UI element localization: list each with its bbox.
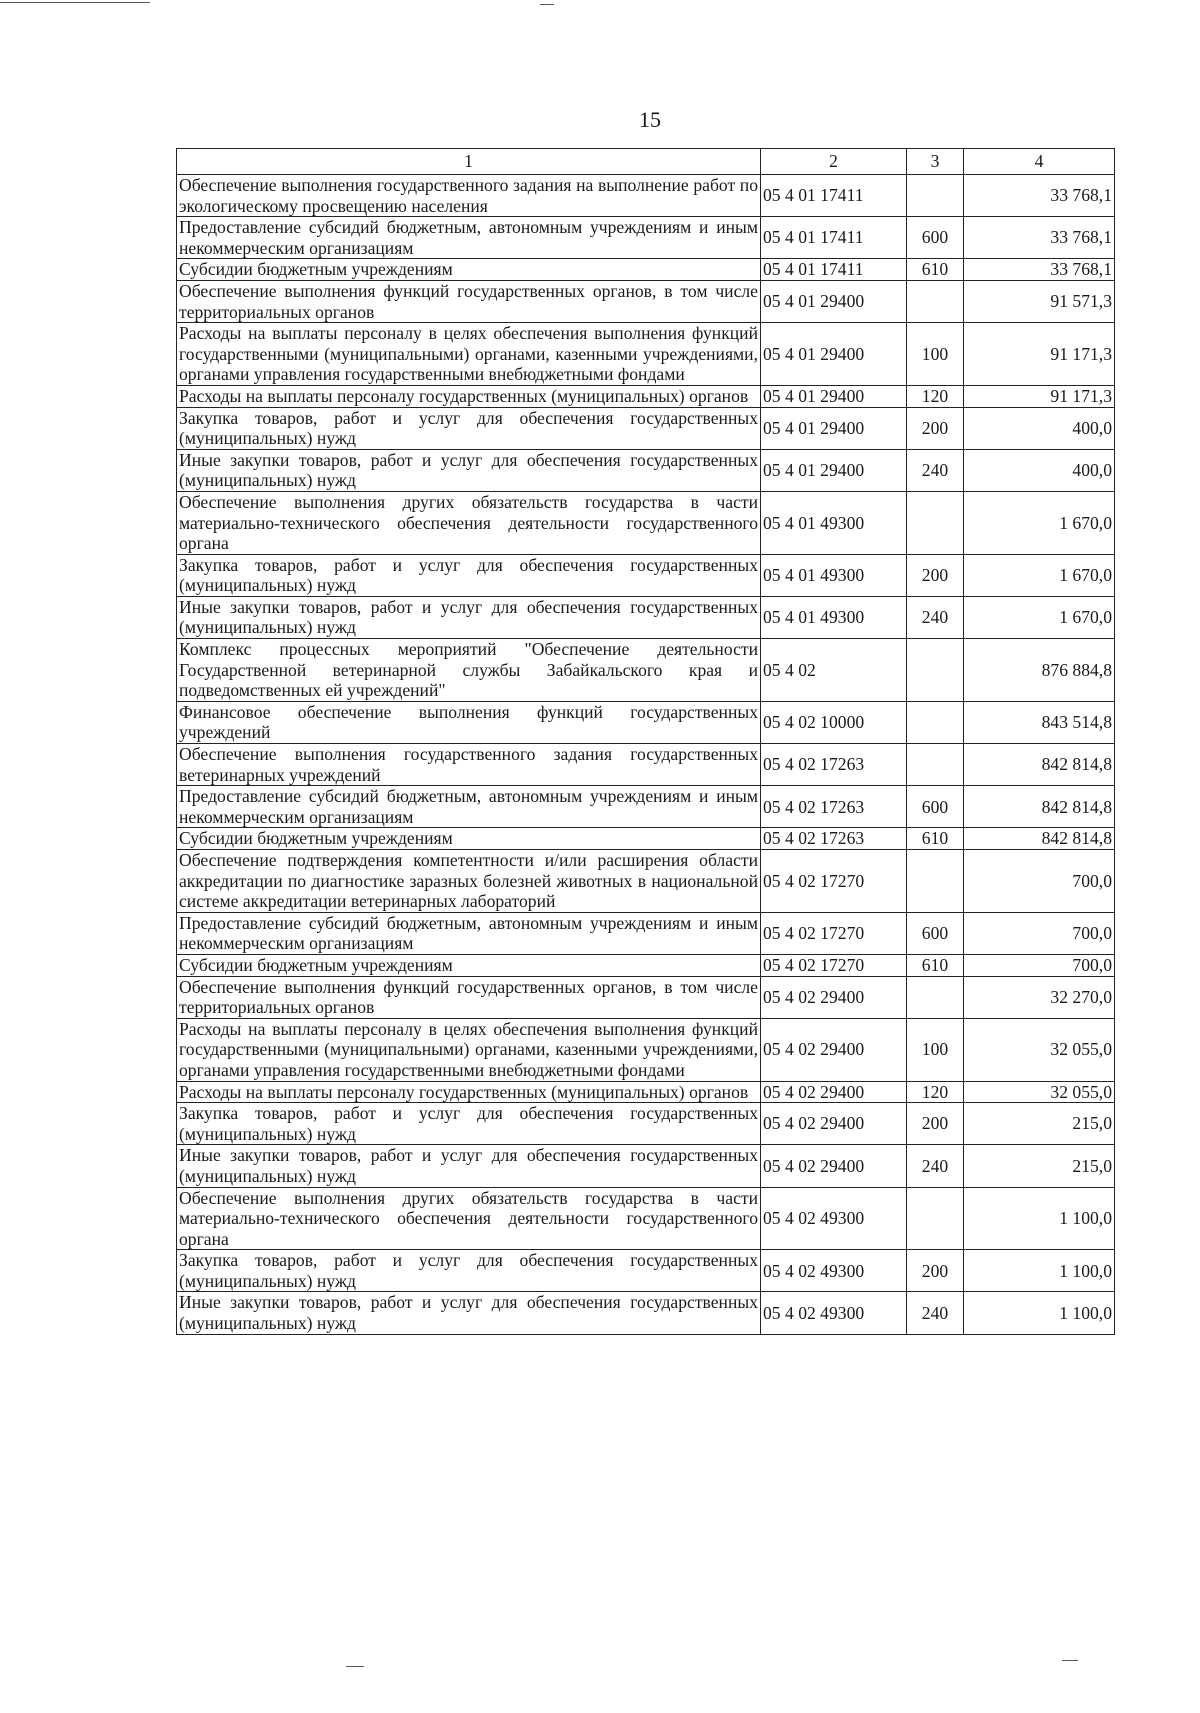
expense-type-cell: 100 [907, 1018, 964, 1081]
table-row [177, 385, 1115, 407]
budget-code-cell: 05 4 02 17270 [761, 954, 907, 976]
expense-type-cell: 600 [907, 912, 964, 954]
table-header-row [177, 149, 1115, 175]
expense-type-cell [907, 744, 964, 786]
budget-table [176, 148, 1115, 1335]
budget-code-cell: 05 4 01 29400 [761, 323, 907, 386]
budget-code-cell: 05 4 02 29400 [761, 1018, 907, 1081]
expense-type-cell [907, 280, 964, 322]
budget-code-cell: 05 4 01 29400 [761, 385, 907, 407]
amount-cell: 32 055,0 [964, 1018, 1115, 1081]
expense-name-cell: Расходы на выплаты персоналу в целях обеспечения выполнения функций государственными (муниципальными) органами, казенными учреждениями, органами управления государственными внебюджетными фондами [177, 323, 761, 386]
page-number: 15 [639, 107, 661, 132]
budget-code-cell: 05 4 01 17411 [761, 175, 907, 217]
table-row [177, 639, 1115, 702]
amount-cell: 33 768,1 [964, 175, 1115, 217]
budget-code-cell: 05 4 02 29400 [761, 976, 907, 1018]
budget-code-cell: 05 4 01 49300 [761, 554, 907, 596]
scan-edge-mark [0, 2, 150, 3]
table-row [177, 744, 1115, 786]
expense-type-cell [907, 491, 964, 554]
amount-cell: 700,0 [964, 850, 1115, 913]
amount-cell: 1 100,0 [964, 1187, 1115, 1250]
amount-cell: 32 270,0 [964, 976, 1115, 1018]
table-row [177, 912, 1115, 954]
budget-code-cell: 05 4 02 49300 [761, 1187, 907, 1250]
expense-name-cell: Обеспечение выполнения государственного задания на выполнение работ по экологическому просвещению населения [177, 175, 761, 217]
column-header-amount: 4 [964, 149, 1115, 175]
expense-name-cell: Предоставление субсидий бюджетным, автономным учреждениям и иным некоммерческим организациям [177, 912, 761, 954]
budget-code-cell: 05 4 01 29400 [761, 407, 907, 449]
expense-type-cell: 240 [907, 1145, 964, 1187]
expense-type-cell: 120 [907, 385, 964, 407]
budget-code-cell: 05 4 02 17263 [761, 744, 907, 786]
amount-cell: 91 571,3 [964, 280, 1115, 322]
table-row [177, 954, 1115, 976]
budget-code-cell: 05 4 02 17270 [761, 850, 907, 913]
table-row [177, 175, 1115, 217]
expense-type-cell: 240 [907, 596, 964, 638]
scan-edge-mark [346, 1666, 364, 1667]
expense-type-cell: 100 [907, 323, 964, 386]
budget-code-cell: 05 4 01 29400 [761, 449, 907, 491]
scan-edge-mark [540, 4, 554, 5]
table-row [177, 596, 1115, 638]
expense-type-cell: 600 [907, 786, 964, 828]
column-header-code: 2 [761, 149, 907, 175]
table-row [177, 828, 1115, 850]
table-row [177, 491, 1115, 554]
table-row [177, 280, 1115, 322]
expense-name-cell: Закупка товаров, работ и услуг для обеспечения государственных (муниципальных) нужд [177, 1103, 761, 1145]
expense-type-cell: 610 [907, 954, 964, 976]
budget-code-cell: 05 4 02 17263 [761, 786, 907, 828]
table-row [177, 217, 1115, 259]
table-body [177, 175, 1115, 1335]
amount-cell: 400,0 [964, 449, 1115, 491]
budget-code-cell: 05 4 02 29400 [761, 1145, 907, 1187]
expense-name-cell: Иные закупки товаров, работ и услуг для обеспечения государственных (муниципальных) нужд [177, 1145, 761, 1187]
amount-cell: 33 768,1 [964, 217, 1115, 259]
expense-type-cell: 200 [907, 407, 964, 449]
expense-name-cell: Обеспечение выполнения других обязательств государства в части материально-технического обеспечения деятельности государственного органа [177, 491, 761, 554]
table-row [177, 259, 1115, 281]
budget-code-cell: 05 4 02 10000 [761, 701, 907, 743]
table-row [177, 323, 1115, 386]
budget-code-cell: 05 4 01 49300 [761, 596, 907, 638]
table-row [177, 407, 1115, 449]
expense-name-cell: Иные закупки товаров, работ и услуг для обеспечения государственных (муниципальных) нужд [177, 596, 761, 638]
budget-code-cell: 05 4 02 49300 [761, 1250, 907, 1292]
expense-name-cell: Расходы на выплаты персоналу государственных (муниципальных) органов [177, 385, 761, 407]
amount-cell: 215,0 [964, 1103, 1115, 1145]
expense-type-cell [907, 976, 964, 1018]
amount-cell: 33 768,1 [964, 259, 1115, 281]
scan-edge-mark [1062, 1660, 1078, 1661]
expense-type-cell: 240 [907, 1292, 964, 1334]
table-row [177, 1103, 1115, 1145]
amount-cell: 32 055,0 [964, 1081, 1115, 1103]
column-header-name: 1 [177, 149, 761, 175]
expense-name-cell: Обеспечение выполнения государственного задания государственных ветеринарных учреждений [177, 744, 761, 786]
expense-name-cell: Обеспечение подтверждения компетентности и/или расширения области аккредитации по диагностике заразных болезней животных в национальной системе аккредитации ветеринарных лабораторий [177, 850, 761, 913]
amount-cell: 1 100,0 [964, 1250, 1115, 1292]
expense-type-cell: 610 [907, 828, 964, 850]
budget-code-cell: 05 4 02 29400 [761, 1081, 907, 1103]
amount-cell: 1 670,0 [964, 554, 1115, 596]
expense-type-cell [907, 850, 964, 913]
expense-type-cell [907, 1187, 964, 1250]
expense-name-cell: Закупка товаров, работ и услуг для обеспечения государственных (муниципальных) нужд [177, 1250, 761, 1292]
amount-cell: 91 171,3 [964, 323, 1115, 386]
expense-name-cell: Расходы на выплаты персоналу государственных (муниципальных) органов [177, 1081, 761, 1103]
expense-name-cell: Закупка товаров, работ и услуг для обеспечения государственных (муниципальных) нужд [177, 407, 761, 449]
budget-code-cell: 05 4 02 [761, 639, 907, 702]
table-row [177, 1018, 1115, 1081]
expense-name-cell: Обеспечение выполнения функций государственных органов, в том числе территориальных органов [177, 976, 761, 1018]
expense-type-cell: 240 [907, 449, 964, 491]
table-row [177, 1250, 1115, 1292]
table-row [177, 554, 1115, 596]
amount-cell: 700,0 [964, 912, 1115, 954]
amount-cell: 842 814,8 [964, 744, 1115, 786]
expense-name-cell: Комплекс процессных мероприятий "Обеспечение деятельности Государственной ветеринарной службы Забайкальского края и подведомственных ей учреждений" [177, 639, 761, 702]
expense-name-cell: Закупка товаров, работ и услуг для обеспечения государственных (муниципальных) нужд [177, 554, 761, 596]
expense-name-cell: Иные закупки товаров, работ и услуг для обеспечения государственных (муниципальных) нужд [177, 1292, 761, 1334]
amount-cell: 842 814,8 [964, 786, 1115, 828]
column-header-type: 3 [907, 149, 964, 175]
amount-cell: 700,0 [964, 954, 1115, 976]
amount-cell: 843 514,8 [964, 701, 1115, 743]
table-row [177, 449, 1115, 491]
expense-type-cell: 200 [907, 1250, 964, 1292]
table-row [177, 701, 1115, 743]
expense-type-cell [907, 639, 964, 702]
expense-type-cell: 610 [907, 259, 964, 281]
expense-name-cell: Субсидии бюджетным учреждениям [177, 954, 761, 976]
amount-cell: 91 171,3 [964, 385, 1115, 407]
amount-cell: 215,0 [964, 1145, 1115, 1187]
table-row [177, 1145, 1115, 1187]
expense-name-cell: Предоставление субсидий бюджетным, автономным учреждениям и иным некоммерческим организациям [177, 786, 761, 828]
expense-type-cell: 200 [907, 554, 964, 596]
table-row [177, 1187, 1115, 1250]
expense-type-cell [907, 175, 964, 217]
budget-code-cell: 05 4 02 29400 [761, 1103, 907, 1145]
budget-code-cell: 05 4 01 17411 [761, 259, 907, 281]
expense-type-cell: 200 [907, 1103, 964, 1145]
expense-name-cell: Финансовое обеспечение выполнения функций государственных учреждений [177, 701, 761, 743]
expense-type-cell: 600 [907, 217, 964, 259]
table-row [177, 976, 1115, 1018]
table-row [177, 850, 1115, 913]
expense-type-cell [907, 701, 964, 743]
budget-code-cell: 05 4 02 17263 [761, 828, 907, 850]
budget-code-cell: 05 4 01 17411 [761, 217, 907, 259]
expense-type-cell: 120 [907, 1081, 964, 1103]
amount-cell: 842 814,8 [964, 828, 1115, 850]
expense-name-cell: Субсидии бюджетным учреждениям [177, 828, 761, 850]
table-row [177, 786, 1115, 828]
budget-code-cell: 05 4 01 29400 [761, 280, 907, 322]
expense-name-cell: Предоставление субсидий бюджетным, автономным учреждениям и иным некоммерческим организациям [177, 217, 761, 259]
amount-cell: 1 100,0 [964, 1292, 1115, 1334]
budget-code-cell: 05 4 01 49300 [761, 491, 907, 554]
expense-name-cell: Обеспечение выполнения функций государственных органов, в том числе территориальных органов [177, 280, 761, 322]
budget-code-cell: 05 4 02 49300 [761, 1292, 907, 1334]
amount-cell: 400,0 [964, 407, 1115, 449]
amount-cell: 876 884,8 [964, 639, 1115, 702]
table-row [177, 1081, 1115, 1103]
budget-code-cell: 05 4 02 17270 [761, 912, 907, 954]
expense-name-cell: Обеспечение выполнения других обязательств государства в части материально-технического обеспечения деятельности государственного органа [177, 1187, 761, 1250]
expense-name-cell: Расходы на выплаты персоналу в целях обеспечения выполнения функций государственными (муниципальными) органами, казенными учреждениями, органами управления государственными внебюджетными фондами [177, 1018, 761, 1081]
table-row [177, 1292, 1115, 1334]
expense-name-cell: Иные закупки товаров, работ и услуг для обеспечения государственных (муниципальных) нужд [177, 449, 761, 491]
amount-cell: 1 670,0 [964, 596, 1115, 638]
expense-name-cell: Субсидии бюджетным учреждениям [177, 259, 761, 281]
amount-cell: 1 670,0 [964, 491, 1115, 554]
